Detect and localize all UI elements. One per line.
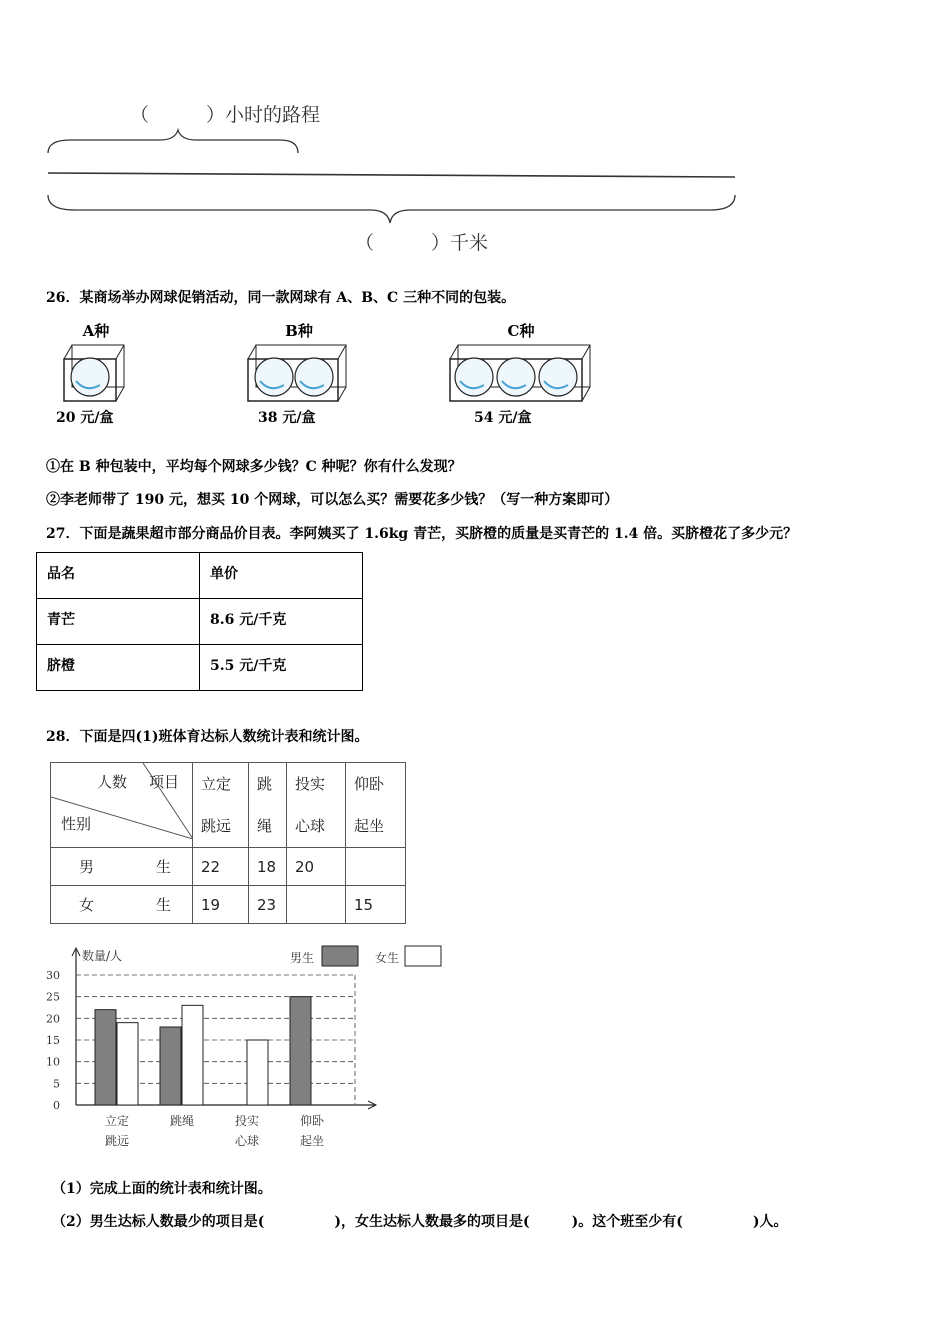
table-cell: 20: [287, 848, 346, 886]
table-cell: 5.5 元/千克: [200, 645, 363, 691]
package-a: [56, 320, 136, 427]
upper-brace: [48, 130, 298, 153]
question-26: 26．某商场举办网球促销活动，同一款网球有 A、B、C 三种不同的包装。: [46, 290, 516, 306]
legend-swatch-boys: [322, 946, 358, 966]
y-tick-label: 20: [46, 1012, 60, 1026]
col-label: 跳远: [201, 817, 232, 835]
package-c-name: C种: [507, 322, 535, 340]
row-label-girls: [51, 886, 193, 924]
x-tick-label: 心球: [234, 1134, 260, 1148]
distance-diagram: [40, 125, 750, 235]
header-people: 人数: [97, 773, 128, 791]
lower-brace: [48, 195, 735, 223]
col-label: 跳: [257, 775, 273, 793]
table-cell: 青芒: [37, 599, 200, 645]
question-27: 27．下面是蔬果超市部分商品价目表。李阿姨买了 1.6kg 青芒，买脐橙的质量是买青芒的 1.4 倍。买脐橙花了多少元？: [46, 526, 798, 542]
col-ball: [287, 763, 346, 848]
col-label: 心球: [295, 817, 326, 835]
y-tick-label: 25: [46, 990, 60, 1004]
price-table: [36, 552, 363, 691]
x-tick-label: 跳绳: [169, 1114, 195, 1128]
col-label: 起坐: [354, 817, 385, 835]
distance-line: [48, 173, 735, 177]
table-cell: 8.6 元/千克: [200, 599, 363, 645]
tennis-ball-icon: [255, 358, 293, 396]
y-axis-label: 数量/人: [82, 949, 123, 963]
question-28: 28．下面是四(1)班体育达标人数统计表和统计图。: [46, 729, 369, 745]
package-c-box: [446, 341, 596, 403]
package-a-box: [56, 341, 136, 403]
row-label: 生: [156, 858, 172, 876]
tennis-ball-icon: [497, 358, 535, 396]
package-b-name: B种: [285, 322, 313, 340]
table-cell: 15: [346, 886, 406, 924]
diagonal-header-cell: [51, 763, 193, 848]
table-cell: 18: [249, 848, 287, 886]
package-a-name: A种: [82, 322, 110, 340]
legend-swatch-girls: [405, 946, 441, 966]
table-cell: 22: [193, 848, 249, 886]
col-label: 绳: [257, 817, 273, 835]
y-tick-label: 10: [46, 1055, 60, 1069]
y-tick-label: 5: [53, 1077, 60, 1091]
bar-girls: [182, 1005, 203, 1105]
table-cell: [346, 848, 406, 886]
table-row: [37, 553, 363, 599]
x-tick-label: 跳远: [104, 1134, 130, 1148]
row-label: 生: [156, 896, 172, 914]
price-header-name: 品名: [37, 553, 200, 599]
tennis-ball-icon: [455, 358, 493, 396]
bar-girls: [117, 1023, 138, 1105]
x-tick-label: 起坐: [299, 1134, 325, 1148]
package-b-price: 38 元/盒: [258, 410, 316, 426]
col-rope: [249, 763, 287, 848]
header-gender: 性别: [61, 815, 92, 833]
header-item: 项目: [149, 773, 180, 791]
package-a-price: 20 元/盒: [56, 410, 114, 426]
x-tick-label: 仰卧: [299, 1114, 325, 1128]
row-label: 男: [79, 858, 95, 876]
table-row: [51, 886, 406, 924]
col-standing-jump: [193, 763, 249, 848]
question-26-part-2: ②李老师带了 190 元，想买 10 个网球，可以怎么买？需要花多少钱？（写一种方案即可）: [46, 492, 619, 508]
col-label: 仰卧: [354, 775, 385, 793]
table-cell: [287, 886, 346, 924]
stat-table: [50, 762, 406, 924]
bar-boys: [95, 1010, 116, 1105]
bar-chart: [40, 940, 460, 1155]
question-28-part-2: （2）男生达标人数最少的项目是( )，女生达标人数最多的项目是( )。这个班至少有( )人。: [52, 1214, 788, 1230]
x-tick-label: 立定: [104, 1114, 130, 1128]
package-b: [244, 320, 354, 427]
question-28-part-1: （1）完成上面的统计表和统计图。: [52, 1181, 272, 1197]
bar-girls: [247, 1040, 268, 1105]
tennis-ball-icon: [539, 358, 577, 396]
package-c-price: 54 元/盒: [474, 410, 532, 426]
col-label: 立定: [201, 775, 232, 793]
row-label: 女: [79, 896, 95, 914]
table-row: [37, 599, 363, 645]
table-row: [37, 645, 363, 691]
package-c: [446, 320, 596, 427]
upper-brace-label: （ ）小时的路程: [130, 104, 321, 126]
price-header-unit: 单价: [200, 553, 363, 599]
bar-boys: [160, 1027, 181, 1105]
legend-label-boys: 男生: [290, 951, 315, 965]
y-tick-label: 0: [53, 1099, 60, 1112]
legend-label-girls: 女生: [375, 951, 400, 965]
tennis-ball-icon: [295, 358, 333, 396]
table-row: [51, 848, 406, 886]
y-tick-label: 15: [46, 1034, 60, 1047]
question-26-part-1: ①在 B 种包装中，平均每个网球多少钱？C 种呢？你有什么发现？: [46, 459, 462, 475]
table-cell: 脐橙: [37, 645, 200, 691]
x-tick-label: 投实: [234, 1114, 260, 1128]
table-cell: 23: [249, 886, 287, 924]
col-situp: [346, 763, 406, 848]
package-b-box: [244, 341, 354, 403]
row-label-boys: [51, 848, 193, 886]
lower-brace-label: （ ）千米: [355, 232, 489, 254]
bar-boys: [290, 997, 311, 1105]
tennis-ball-icon: [71, 358, 109, 396]
table-row: [51, 763, 406, 848]
y-tick-label: 30: [46, 969, 60, 982]
table-cell: 19: [193, 886, 249, 924]
col-label: 投实: [295, 775, 326, 793]
